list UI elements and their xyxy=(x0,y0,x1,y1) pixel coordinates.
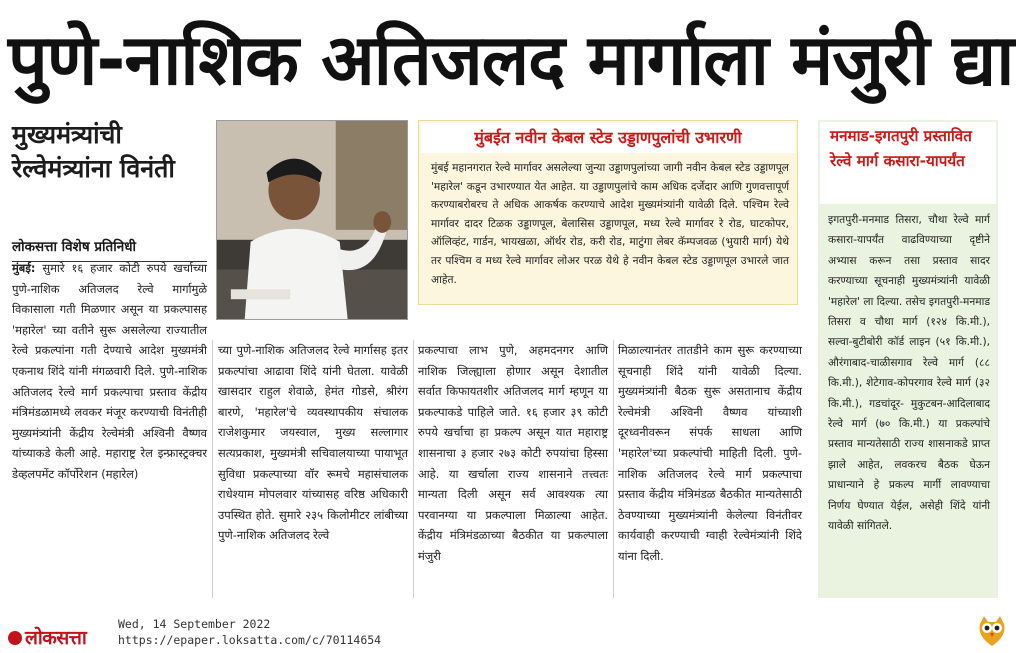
article-column-4: मिळाल्यानंतर तातडीने काम सुरू करण्याच्या सूचनाही शिंदे यांनी यावेळी दिल्या. मुख्यमंत्र्यांनी बैठक सुरू असतानाच केंद्रीय रेल्वेमंत्री अश्विनी वैष्णव यांच्याशी दूरध्वनीवरून संपर्क साधला आणि 'महारेल'च्या प्रकल्पांची माहिती दिली. पुणे-नाशिक अतिजलद रेल्वे मार्ग प्रकल्पाचा प्रस्ताव केंद्रीय मंत्रिमंडळ बैठकीत मान्यतेसाठी ठेवण्याच्या मुख्यमंत्र्यांनी केलेल्या विनंतीवर कार्यवाही करण्याची ग्वाही रेल्वेमंत्र्यांनी शिंदे यांना दिली. xyxy=(618,343,802,563)
epaper-footer xyxy=(0,610,1016,653)
manmad-igatpuri-box xyxy=(818,120,998,598)
article-column-2: च्या पुणे-नाशिक अतिजलद रेल्वे मार्गासह इतर प्रकल्पांचा आढावा शिंदे यांनी घेतला. यावेळी खासदार राहुल शेवाळे, हेमंत गोडसे, श्रीरंग बारणे, 'महारेल'चे व्यवस्थापकीय संचालक राजेशकुमार जयस्वाल, मुख्य सल्लागार सत्यप्रकाश, मुख्यमंत्री सचिवालयाच्या पायाभूत सुविधा प्रकल्पाच्या वॉर रूमचे महासंचालक राधेश्याम मोपलवार यांच्यासह वरिष्ठ अधिकारी उपस्थित होते. सुमारे २३५ किलोमीटर लांबीच्या पुणे-नाशिक अतिजलद रेल्वे xyxy=(218,343,408,543)
footer-meta xyxy=(118,616,381,648)
loksatta-logo[interactable] xyxy=(8,624,86,650)
side-box-body: इगतपुरी-मनमाड तिसरा, चौथा रेल्वे मार्ग कसारा-यापर्यंत वाढविण्याच्या दृष्टीने अभ्यास करून तसा प्रस्ताव सादर करण्याच्या सूचनाही मुख्यमंत्र्यांनी यावेळी 'महारेल' ला दिल्या. तसेच इगतपुरी-मनमाड तिसरा व चौथा मार्ग (१२४ कि.मी.), सल्वा-बुटीबोरी कॉर्ड लाइन (५१ कि.मी.), औरंगाबाद-चाळीसगाव रेल्वे मार्ग (८८ कि.मी.), शेटेगाव-कोपरगाव रेल्वे मार्ग (३२ कि.मी.), गडचांदूर- मुकुटबन-आदिलाबाद रेल्वे मार्ग (७० कि.मी.) या प्रकल्पांचे प्रस्ताव मान्यतेसाठी राज्य शासनाकडे प्राप्त झाले आहेत, लवकरच बैठक घेऊन प्राधान्याने हे प्रकल्प मार्गी लावण्याचा निर्णय घेण्यात येईल, असेही शिंदे यांनी यावेळी सांगितले. xyxy=(828,214,990,533)
logo-text: लोकसत्ता xyxy=(25,627,87,649)
publication-date: Wed, 14 September 2022 xyxy=(118,617,271,631)
article-column-1-text: सुमारे १६ हजार कोटी रुपये खर्चाच्या पुणे-नाशिक अतिजलद रेल्वे मार्गामुळे विकासाला गती मिळणार असून या प्रकल्पासह 'महारेल' च्या वतीने सुरू असलेल्या राज्यातील रेल्वे प्रकल्पांना गती देण्याचे आदेश मुख्यमंत्री एकनाथ शिंदे यांनी मंगळवारी दिले. पुणे-नाशिक अतिजलद रेल्वे मार्ग प्रकल्पाचा प्रस्ताव केंद्रीय मंत्रिमंडळामध्ये लवकर मंजूर करण्याची विनंतीही मुख्यमंत्र्यांनी केंद्रीय रेल्वेमंत्री अश्विनी वैष्णव यांच्याकडे केली आहे. महाराष्ट्र रेल इन्फ्रास्ट्रक्चर डेव्हलपमेंट कॉर्पोरेशन (महारेल) xyxy=(12,261,207,481)
article-column-1 xyxy=(12,258,207,485)
cable-box-title: मुंबईत नवीन केबल स्टेड उड्डाणपुलांची उभारणी xyxy=(421,123,795,153)
byline: लोकसत्ता विशेष प्रतिनिधी xyxy=(12,238,207,262)
cable-bridge-box xyxy=(418,120,798,305)
column-divider xyxy=(212,340,213,598)
logo-mark-icon xyxy=(8,631,22,645)
news-photo xyxy=(216,120,408,320)
dateline: मुंबई: xyxy=(12,261,36,275)
column-divider xyxy=(413,340,414,598)
column-divider xyxy=(613,340,614,598)
cable-box-body: मुंबई महानगरात रेल्वे मार्गावर असलेल्या जुन्या उड्डाणपुलांच्या जागी नवीन केबल स्टेड उड्डाणपूल 'महारेल' कडून उभारण्यात येत आहेत. या उड्डाणपुलांचे काम अधिक दर्जेदार आणि गुणवत्तापूर्ण करण्याबरोबरच ते अधिक आकर्षक करण्याचे आदेश मुख्यमंत्र्यांनी यावेळी दिले. पश्चिम रेल्वे मार्गावर दादर टिळक उड्डाणपूल, बेलासिस उड्डाणपूल, मध्य रेल्वे मार्गावर रे रोड, घाटकोपर, ऑलिव्हंट, गार्डन, भायखळा, ऑर्थर रोड, करी रोड, माटुंगा लेबर कॅम्पजवळ (भुयारी मार्ग) येथे तर पश्चिम व मध्य रेल्वे मार्गावर लोअर परळ येथे हे नवीन केबल स्टेड उड्डाणपूल उभारले जात आहेत. xyxy=(431,162,789,286)
article-column-3: प्रकल्पाचा लाभ पुणे, अहमदनगर आणि नाशिक जिल्ह्याला होणार असून देशातील सर्वात किफायतशीर अतिजलद मार्ग म्हणून या प्रकल्पाकडे पाहिले जाते. १६ हजार ३९ कोटी रुपये खर्चाचा हा प्रकल्प असून यात महाराष्ट्र शासनाचा ३ हजार २७३ कोटी रुपयांचा हिस्सा आहे. या खर्चाला राज्य शासनाने तत्त्वतः मान्यता दिली असून सर्व आवश्यक त्या परवानग्या या प्रकल्पाला मिळाल्या आहेत. केंद्रीय मंत्रिमंडळाच्या बैठकीत या प्रकल्पाला मंजुरी xyxy=(418,343,608,563)
kicker-heading: मुख्यमंत्र्यांची रेल्वेमंत्र्यांना विनंती xyxy=(12,120,175,183)
side-box-title: मनमाड-इगतपुरी प्रस्तावित रेल्वे मार्ग कसारा-यापर्यंत xyxy=(820,122,996,204)
headline: पुणे-नाशिक अतिजलद मार्गाला मंजुरी द्या xyxy=(8,19,1014,101)
epaper-url[interactable]: https://epaper.loksatta.com/c/70114654 xyxy=(118,633,382,647)
owl-mascot-icon xyxy=(976,614,1008,648)
